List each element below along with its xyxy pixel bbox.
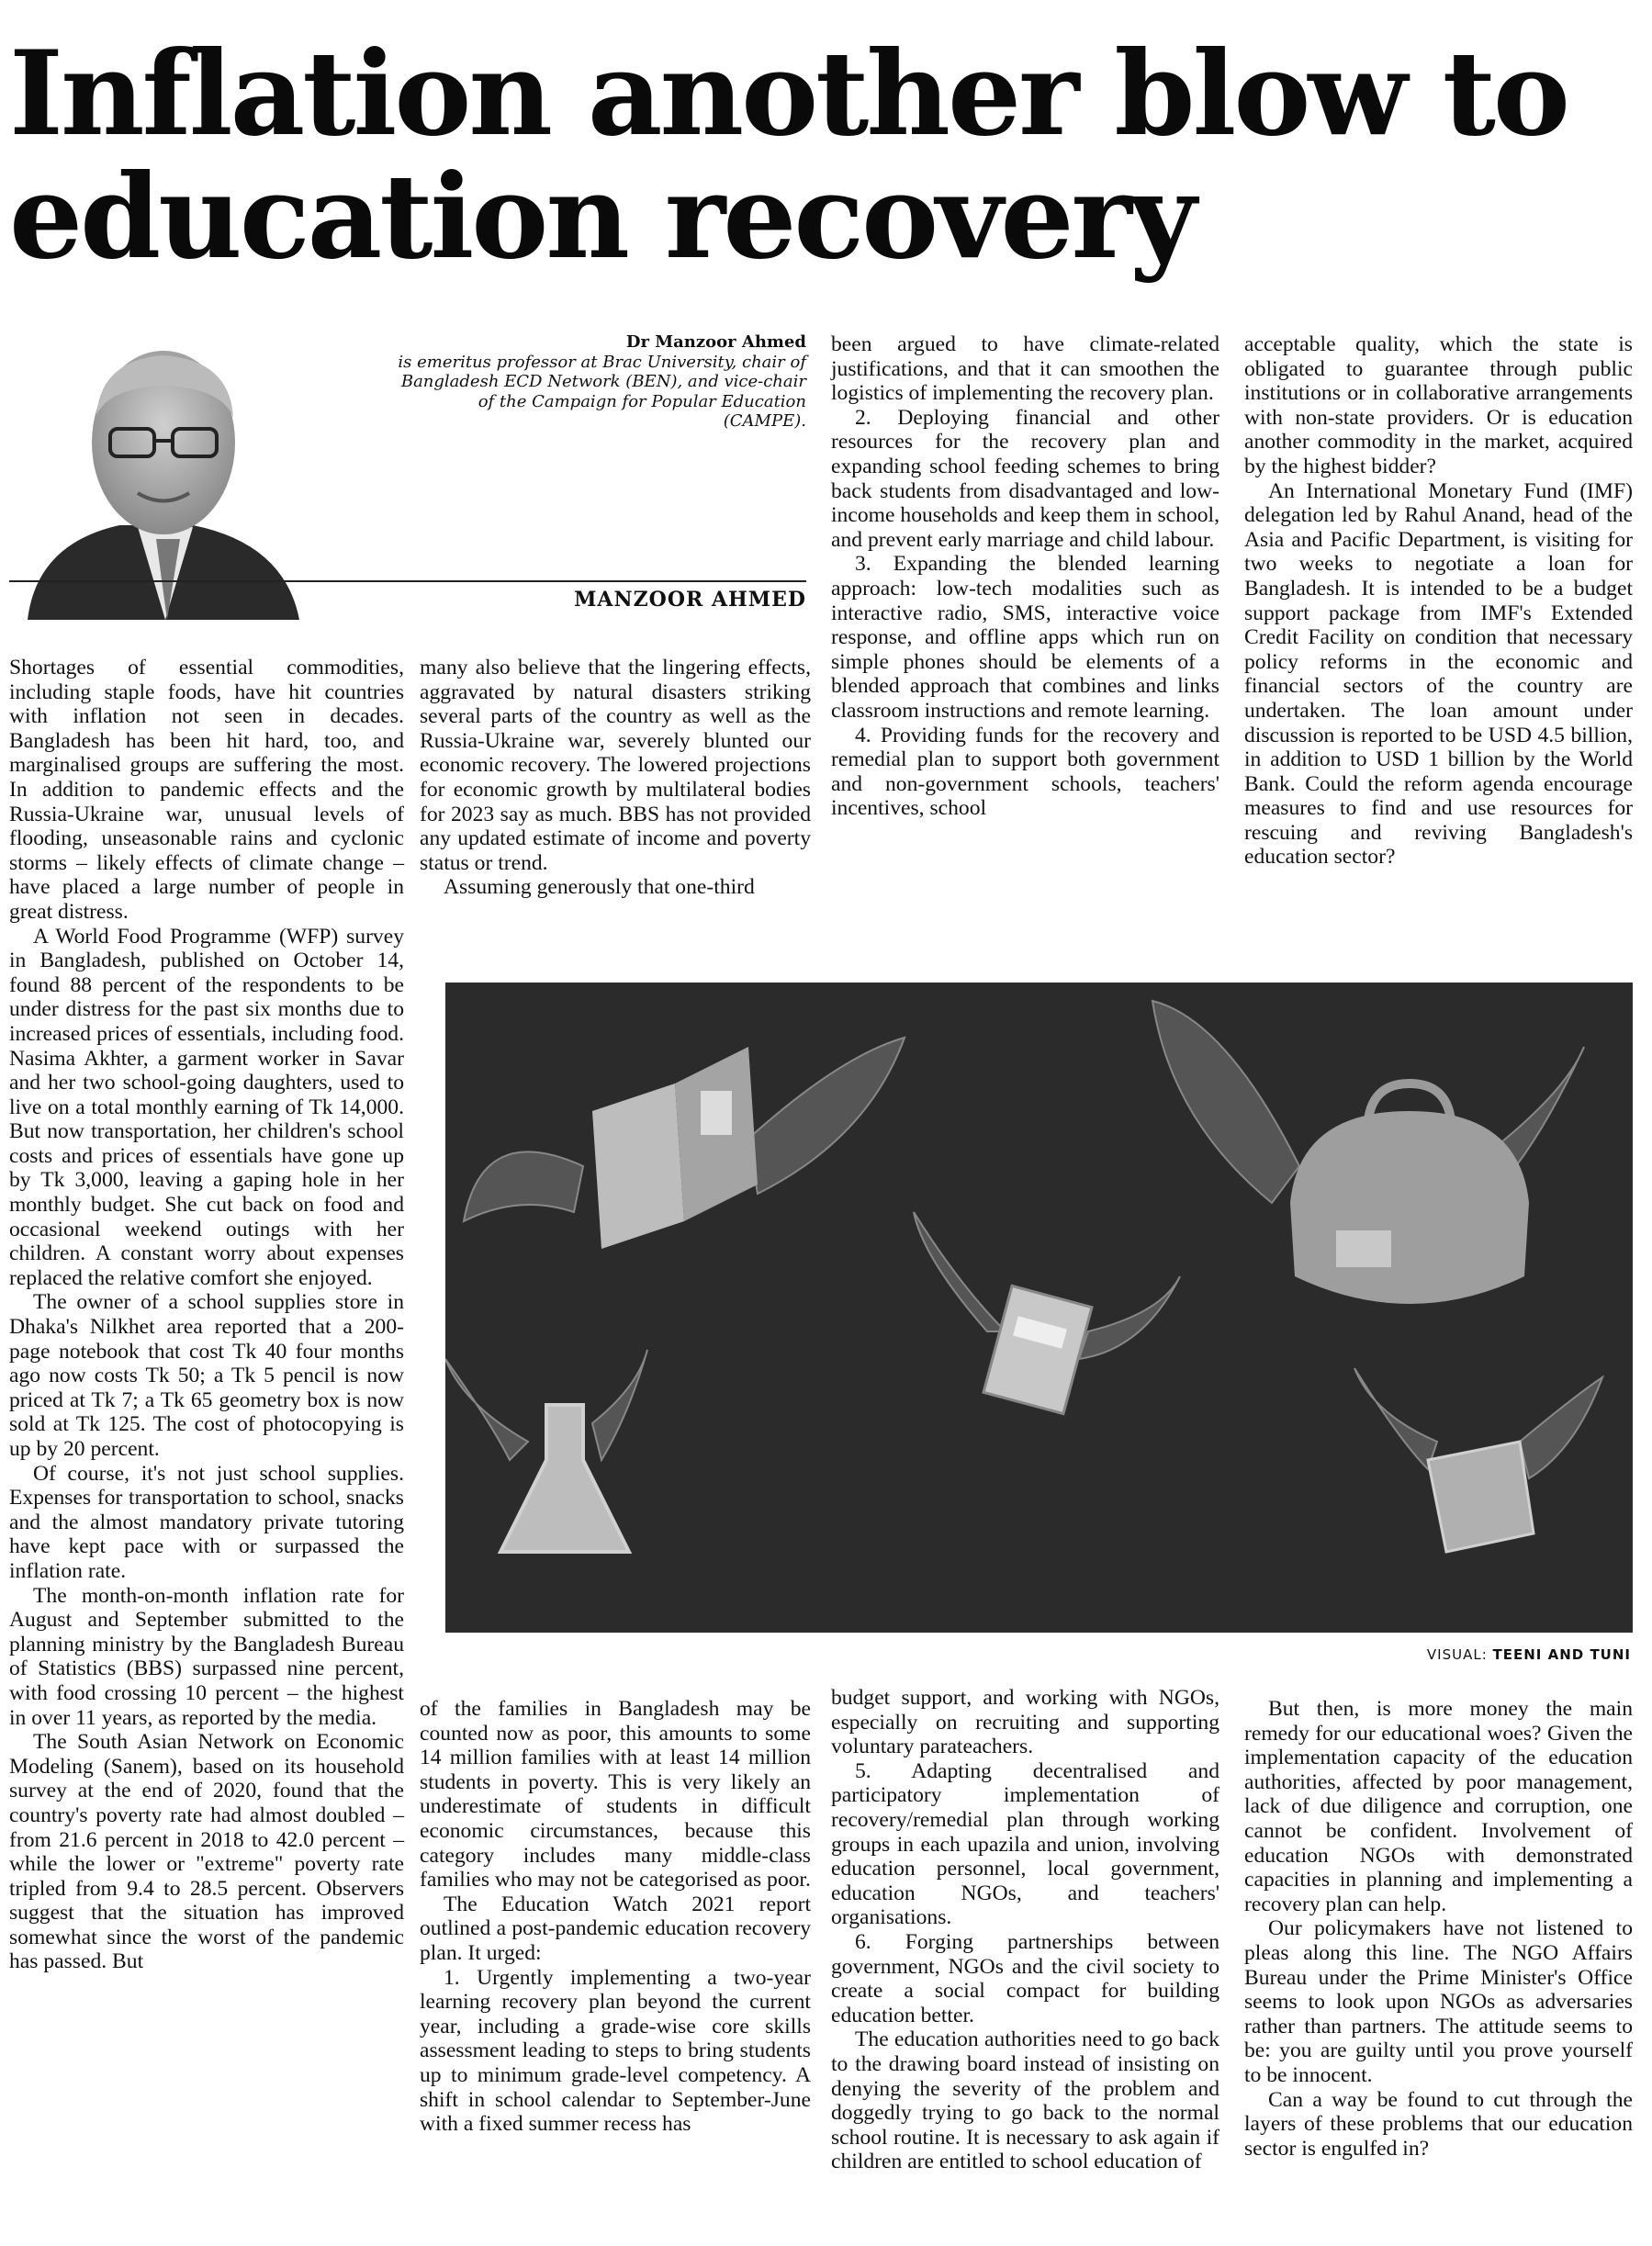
- paragraph: The Education Watch 2021 report outlined a post-pandemic education recovery plan. It urged:: [420, 1892, 811, 1965]
- paragraph: Assuming generously that one-third: [444, 875, 755, 900]
- column-3-bottom: [831, 1686, 1219, 2174]
- paragraph: But then, is more money the main remedy for our educational woes? Given the implementation capacity of the education authorities, affected by poor management, lack of due diligence and corruption, one cannot be confident. Involvement of education NGOs with demonstrated capacities in planning and implementing a recovery plan can help.: [1244, 1697, 1633, 1916]
- paragraph: 2. Deploying financial and other resources for the recovery plan and expanding school feeding schemes to bring back students from disadvantaged and low-income households and keep them in school, and prevent early marriage and child labour.: [831, 405, 1219, 552]
- paragraph: The owner of a school supplies store in Dhaka's Nilkhet area reported that a 200-page notebook that cost Tk 40 four months ago now costs Tk 50; a Tk 5 pencil is now priced at Tk 7; a Tk 65 geometry box is now sold at Tk 125. The cost of photocopying is up by 20 percent.: [9, 1290, 404, 1461]
- visual-credit-label: VISUAL:: [1426, 1646, 1488, 1663]
- author-bio: [395, 332, 806, 432]
- column-3-top: [831, 332, 1219, 821]
- paragraph: 6. Forging partnerships between government, NGOs and the civil society to create a social compact for building education better.: [831, 1929, 1219, 2027]
- column-2-top: [420, 656, 811, 900]
- paragraph: Of course, it's not just school supplies. Expenses for transportation to school, snacks and the almost mandatory private tutoring have kept pace with or surpassed the inflation rate.: [9, 1461, 404, 1583]
- paragraph: of the families in Bangladesh may be counted now as poor, this amounts to some 14 million families with at least 14 million students in poverty. This is very likely an underestimate of students in difficult economic circumstances, because this category includes many middle-class families who may not be categorised as poor.: [420, 1697, 811, 1892]
- paragraph: The South Asian Network on Economic Modeling (Sanem), based on its household survey at the end of 2020, found that the country's poverty rate had almost doubled – from 21.6 percent in 2018 to 42.0 percent – while the lower or "extreme" poverty rate tripled from 9.4 to 28.5 percent. Observers suggest that the situation has improved somewhat since the worst of the pandemic has passed. But: [9, 1730, 404, 1974]
- headline: Inflation another blow to education recovery: [9, 26, 1568, 285]
- paragraph: 4. Providing funds for the recovery and remedial plan to support both government and non-government schools, teachers' incentives, school: [831, 723, 1219, 821]
- visual-credit-name: TEENI AND TUNI: [1492, 1646, 1631, 1663]
- paragraph: A World Food Programme (WFP) survey in Bangladesh, published on October 14, found 88 percent of the respondents to be under distress for the past six months due to increased prices of essentials, including food. Nasima Akhter, a garment worker in Savar and her two school-going daughters, used to live on a total monthly earning of Tk 14,000. But now transportation, her children's school costs and prices of essentials have gone up by Tk 3,000, leaving a gaping hole in her monthly budget. She cut back on food and occasional weekend outings with her children. A constant worry about expenses replaced the relative comfort she enjoyed.: [9, 924, 404, 1290]
- illustration-flying-school-supplies: [445, 983, 1633, 1633]
- author-description: is emeritus professor at Brac University, chair of Bangladesh ECD Network (BEN), and vice-chair of the Campaign for Popular Education (CAMPE).: [398, 352, 806, 431]
- paragraph: acceptable quality, which the state is obligated to guarantee through public institutions or in collaborative arrangements with non-state providers. Or is education another commodity in the market, acquired by the highest bidder?: [1244, 332, 1633, 478]
- paragraph: 3. Expanding the blended learning approach: low-tech modalities such as interactive radio, SMS, interactive voice response, and offline apps which run on simple phones should be elements of a blended approach that combines and links classroom instructions and remote learning.: [831, 552, 1219, 723]
- paragraph: been argued to have climate-related justifications, and that it can smoothen the logistics of implementing the recovery plan.: [831, 332, 1219, 406]
- author-portrait: [9, 314, 309, 620]
- paragraph: Our policymakers have not listened to pleas along this line. The NGO Affairs Bureau under the Prime Minister's Office seems to look upon NGOs as adversaries rather than partners. The attitude seems to be: you are guilty until you prove yourself to be innocent.: [1244, 1916, 1633, 2087]
- byline: MANZOOR AHMED: [574, 588, 806, 612]
- column-2-bottom: [420, 1697, 811, 2137]
- paragraph: Can a way be found to cut through the layers of these problems that our education sector is engulfed in?: [1244, 2087, 1633, 2161]
- visual-credit: [1286, 1646, 1631, 1663]
- paragraph: The education authorities need to go back to the drawing board instead of insisting on denying the severity of the problem and doggedly trying to go back to the normal school routine. It is necessary to ask again if children are entitled to school education of: [831, 2027, 1219, 2174]
- column-4-top: [1244, 332, 1633, 870]
- paragraph: An International Monetary Fund (IMF) delegation led by Rahul Anand, head of the Asia and Pacific Department, is visiting for two weeks to negotiate a loan for Bangladesh. It is intended to be a budget support package from IMF's Extended Credit Facility on condition that necessary policy reforms in the economic and financial sectors of the country are undertaken. The loan amount under discussion is reported to be USD 4.5 billion, in addition to USD 1 billion by the World Bank. Could the reform agenda encourage measures to find and use resources for rescuing and reviving Bangladesh's education sector?: [1244, 478, 1633, 870]
- column-1: [9, 656, 404, 1974]
- paragraph: 5. Adapting decentralised and participatory implementation of recovery/remedial plan through working groups in each upazila and union, involving education personnel, local government, education NGOs, and teachers' organisations.: [831, 1758, 1219, 1930]
- paragraph: Shortages of essential commodities, including staple foods, have hit countries with inflation not seen in decades. Bangladesh has been hit hard, too, and marginalised groups are suffering the most. In addition to pandemic effects and the Russia-Ukraine war, unusual levels of flooding, unseasonable rains and cyclonic storms – likely effects of climate change – have placed a large number of people in great distress.: [9, 656, 404, 924]
- paragraph: 1. Urgently implementing a two-year learning recovery plan beyond the current year, including a grade-wise core skills assessment leading to steps to bring students up to minimum grade-level competency. A shift in school calendar to September-June with a fixed summer recess has: [420, 1965, 811, 2137]
- author-name: Dr Manzoor Ahmed: [625, 332, 806, 352]
- byline-rule: [9, 580, 806, 582]
- paragraph: The month-on-month inflation rate for August and September submitted to the planning ministry by the Bangladesh Bureau of Statistics (BBS) surpassed nine percent, with food crossing 10 percent – the highest in over 11 years, as reported by the media.: [9, 1583, 404, 1730]
- column-4-bottom: [1244, 1697, 1633, 2161]
- paragraph: many also believe that the lingering effects, aggravated by natural disasters striking several parts of the country as well as the Russia-Ukraine war, severely blunted our economic recovery. The lowered projections for economic growth by multilateral bodies for 2023 say as much. BBS has not provided any updated estimate of income and poverty status or trend.: [420, 656, 811, 875]
- paragraph: budget support, and working with NGOs, especially on recruiting and supporting voluntary parateachers.: [831, 1686, 1219, 1759]
